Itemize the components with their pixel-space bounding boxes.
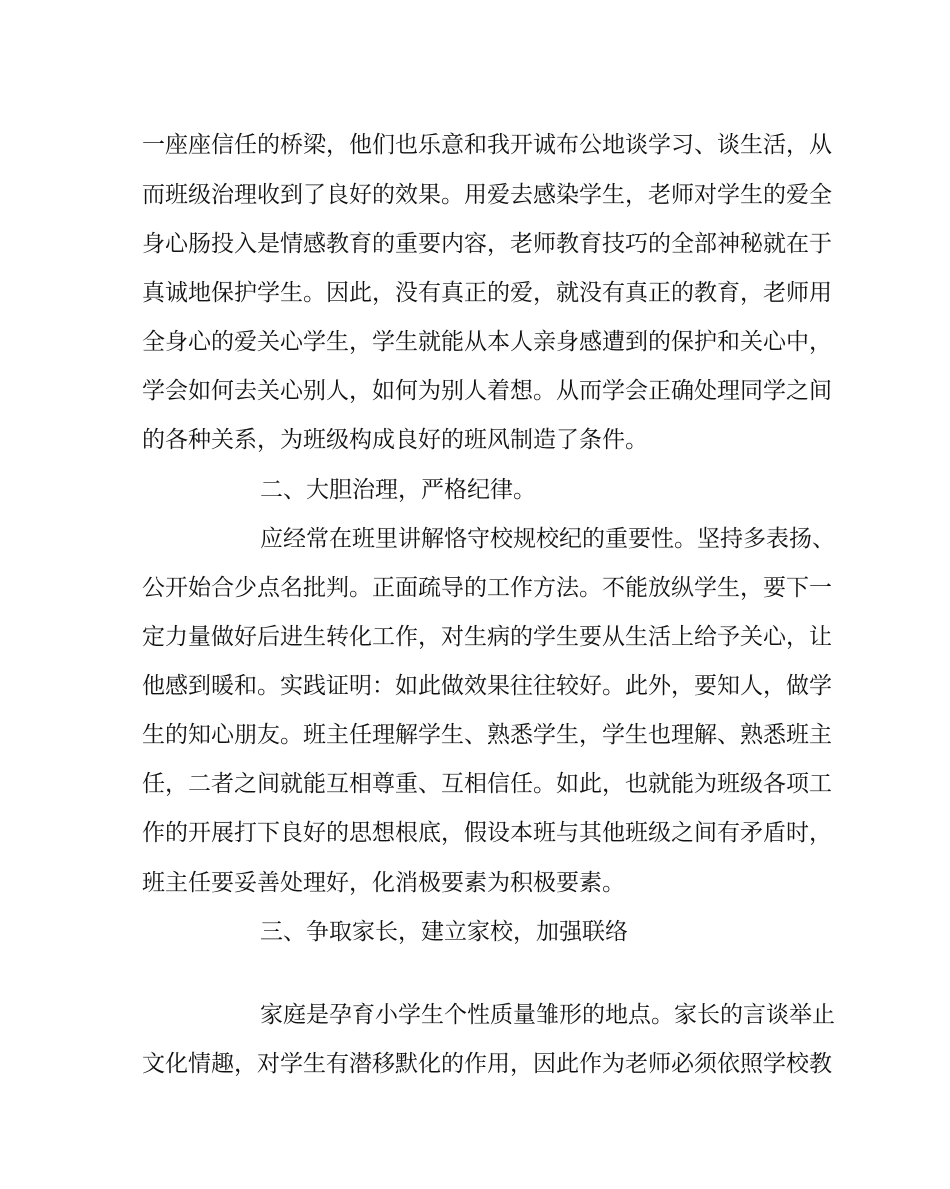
body-text-line: 定力量做好后进生转化工作，对生病的学生要从生活上给予关心，让 bbox=[142, 624, 832, 650]
section-heading: 二、大胆治理，严格纪律。 bbox=[260, 477, 536, 503]
section-heading: 三、争取家长，建立家校，加强联络 bbox=[260, 919, 628, 945]
body-text-line: 而班级治理收到了良好的效果。用爱去感染学生，老师对学生的爱全 bbox=[142, 182, 832, 208]
body-text-line: 作的开展打下良好的思想根底，假设本班与其他班级之间有矛盾时， bbox=[142, 820, 832, 846]
body-text-line: 真诚地保护学生。因此，没有真正的爱，就没有真正的教育，老师用 bbox=[142, 280, 832, 306]
body-text-line: 生的知心朋友。班主任理解学生、熟悉学生，学生也理解、熟悉班主 bbox=[142, 722, 832, 748]
body-text-line: 的各种关系，为班级构成良好的班风制造了条件。 bbox=[142, 427, 648, 453]
body-text-line: 文化情趣，对学生有潜移默化的作用，因此作为老师必须依照学校教 bbox=[142, 1051, 832, 1077]
body-text-line: 身心肠投入是情感教育的重要内容，老师教育技巧的全部神秘就在于 bbox=[142, 231, 832, 257]
body-text-line: 公开始合少点名批判。正面疏导的工作方法。不能放纵学生，要下一 bbox=[142, 575, 832, 601]
body-text-line: 全身心的爱关心学生，学生就能从本人亲身感遭到的保护和关心中， bbox=[142, 329, 832, 355]
body-text-line: 任，二者之间就能互相尊重、互相信任。如此，也就能为班级各项工 bbox=[142, 771, 832, 797]
paragraph-first-line: 应经常在班里讲解恪守校规校纪的重要性。坚持多表扬、 bbox=[260, 526, 835, 552]
body-text-line: 学会如何去关心别人，如何为别人着想。从而学会正确处理同学之间 bbox=[142, 378, 832, 404]
body-text-line: 一座座信任的桥梁，他们也乐意和我开诚布公地谈学习、谈生活，从 bbox=[142, 132, 832, 158]
body-text-line: 他感到暖和。实践证明：如此做效果往往较好。此外，要知人，做学 bbox=[142, 673, 832, 699]
body-text-line: 班主任要妥善处理好，化消极要素为积极要素。 bbox=[142, 870, 625, 896]
paragraph-first-line: 家庭是孕育小学生个性质量雏形的地点。家长的言谈举止 bbox=[260, 1002, 835, 1028]
